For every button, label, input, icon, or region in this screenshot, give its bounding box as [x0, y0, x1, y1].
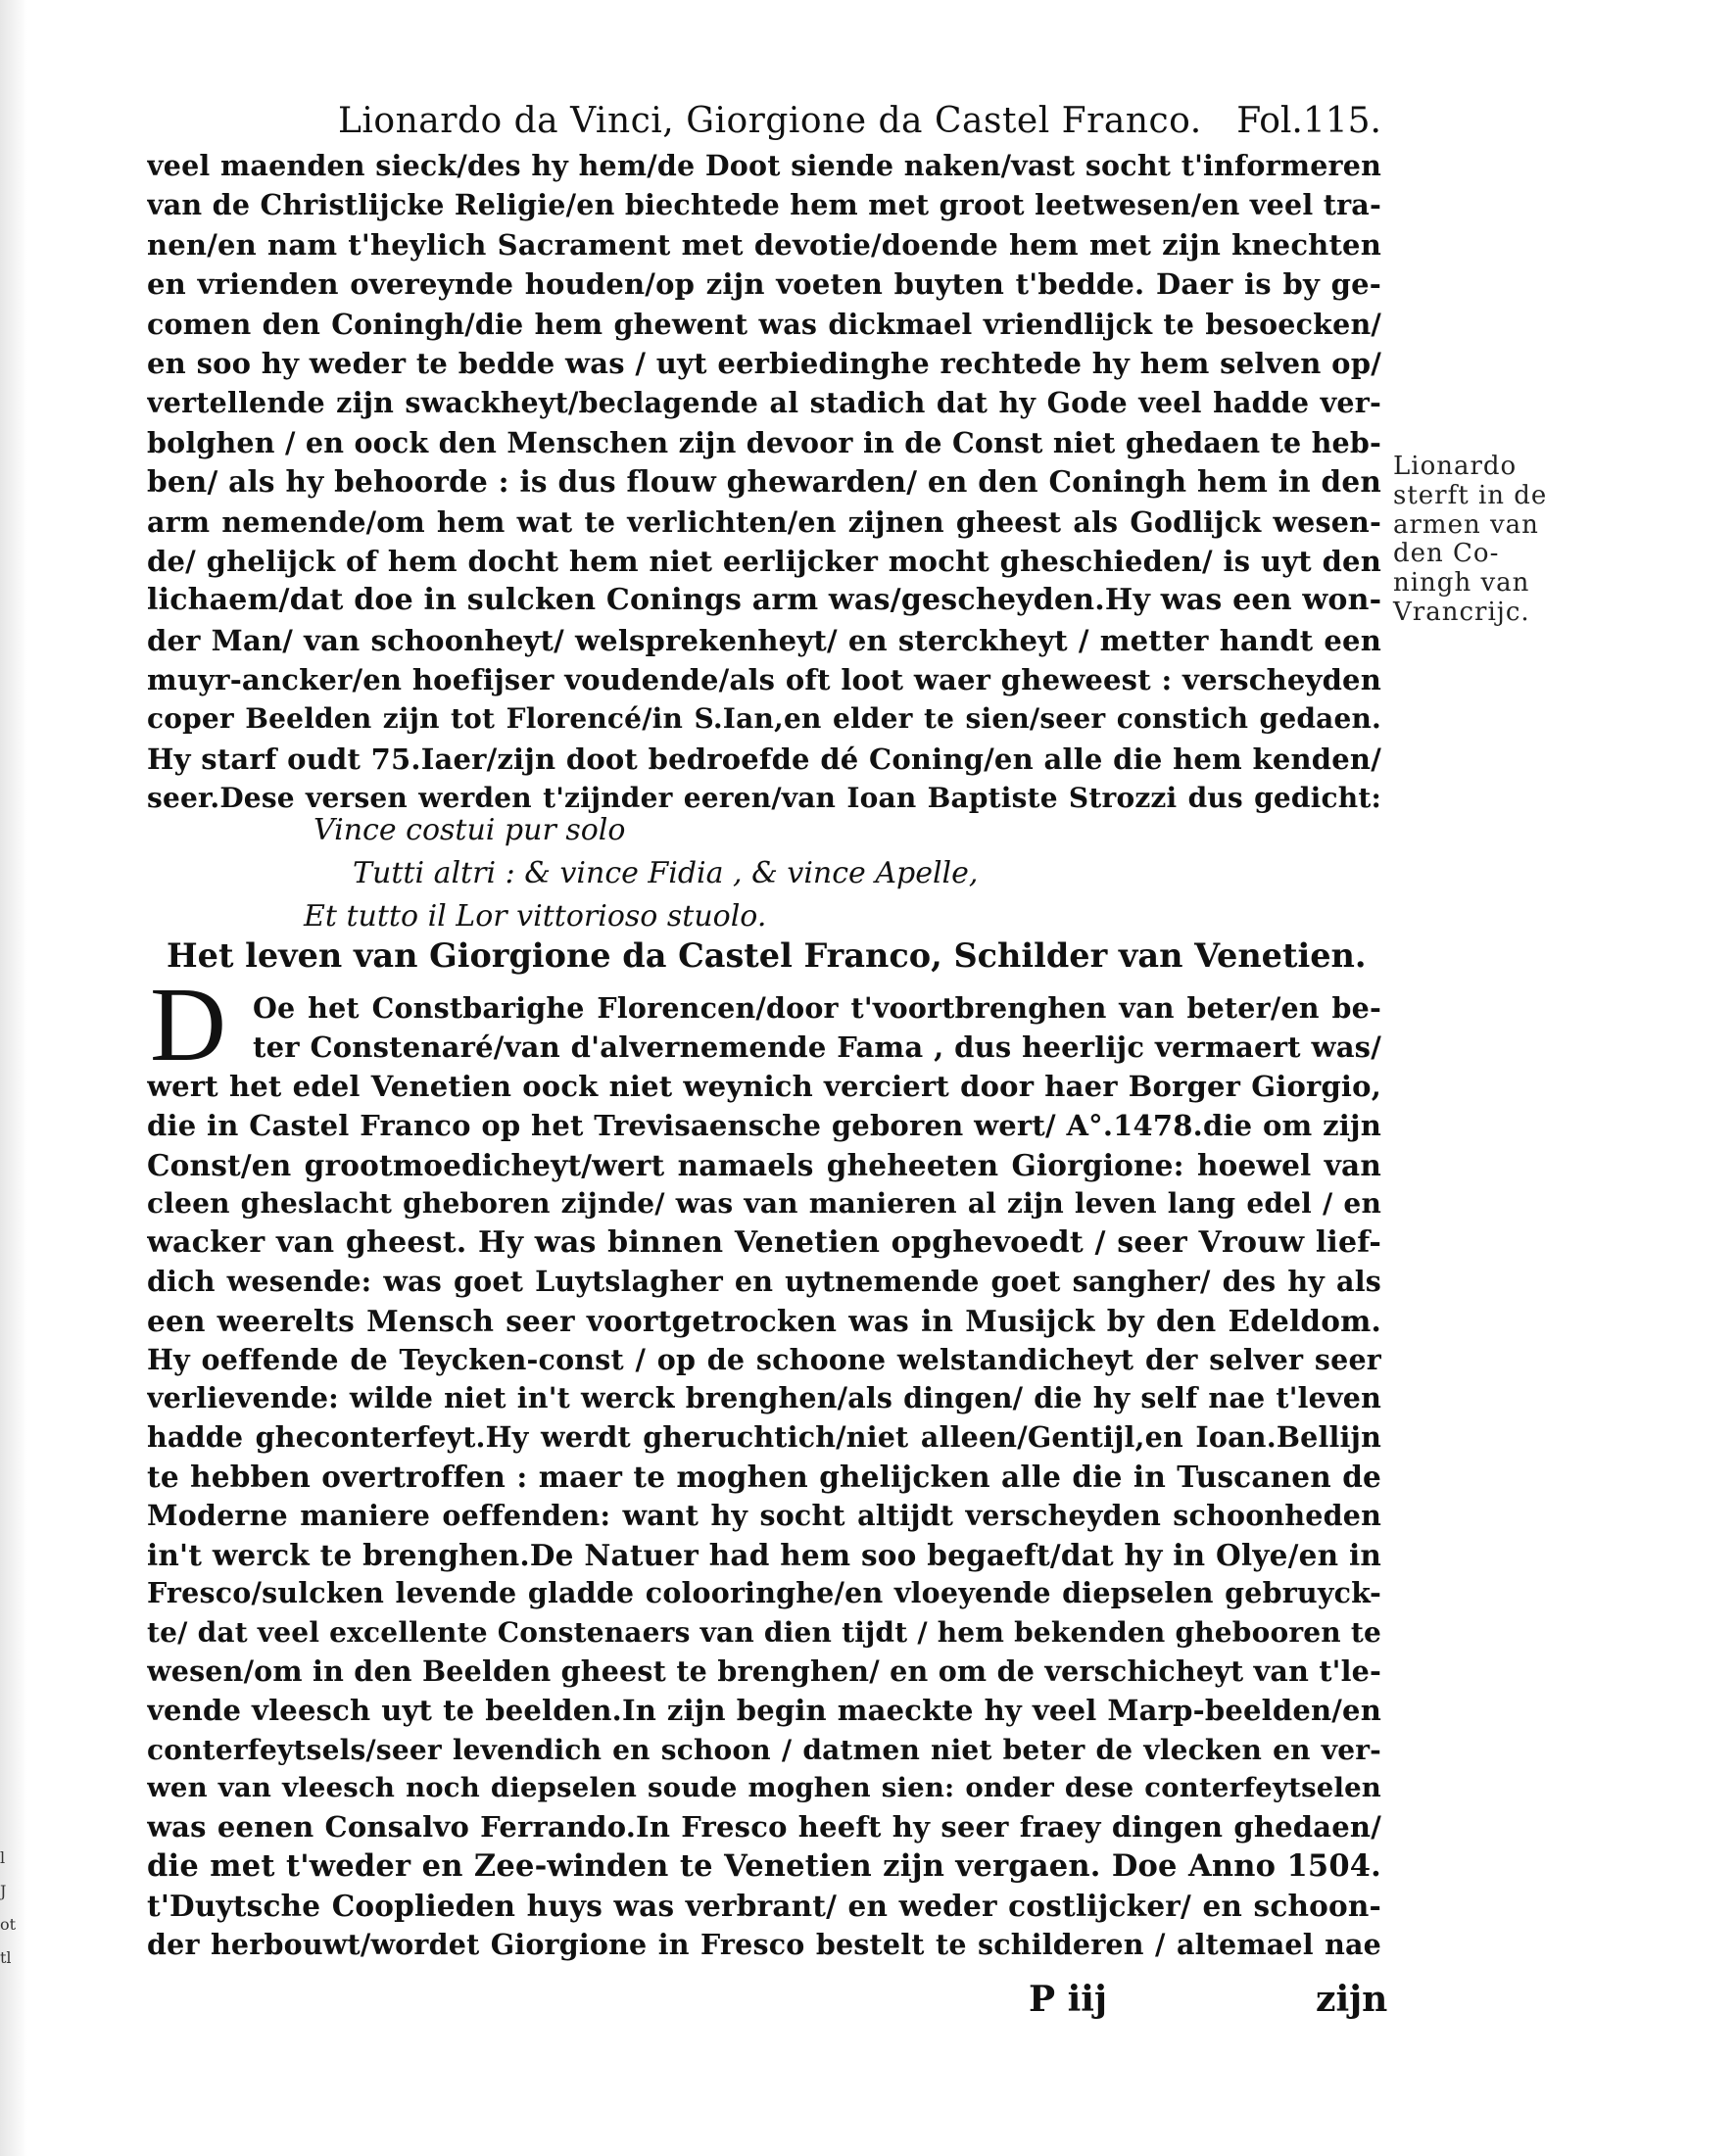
margin-fragment: J — [0, 1882, 7, 1900]
margin-note-line: ningh van — [1393, 568, 1530, 599]
drop-cap: D — [150, 967, 226, 1083]
margin-fragment: tl — [0, 1948, 12, 1967]
margin-fragment: l — [0, 1848, 6, 1867]
text-line: verlievende: wilde niet in't werck brenghen/als dingen/ die hy self nae t'leven — [147, 1381, 1381, 1415]
text-block-lionardo — [147, 146, 1381, 819]
text-line: een weerelts Mensch seer voortgetrocken was in Musijck by den Edeldom. — [147, 1303, 1381, 1338]
text-block-giorgione-intro — [253, 989, 1381, 1068]
text-line: t'Duytsche Cooplieden huys was verbrant/ en weder costlijcker/ en schoon- — [147, 1888, 1381, 1923]
text-line: te hebben overtroffen : maer te moghen ghelijcken alle die in Tuscanen de — [147, 1459, 1381, 1494]
text-line: vende vleesch uyt te beelden.In zijn begin maeckte hy veel Marp-beelden/en — [147, 1693, 1381, 1727]
text-line: was eenen Consalvo Ferrando.In Fresco heeft hy seer fraey dingen ghedaen/ — [147, 1810, 1381, 1845]
margin-note-line: Lionardo — [1393, 452, 1518, 481]
text-line: Moderne maniere oeffenden: want hy socht altijdt verscheyden schoonheden — [147, 1498, 1381, 1532]
folio-number: Fol.115. — [1236, 101, 1381, 141]
text-line: coper Beelden zijn tot Florencé/in S.Ian,en elder te sien/seer constich gedaen. — [147, 702, 1381, 736]
text-line: van de Christlijcke Religie/en biechtede hem met groot leetwesen/en veel tra- — [147, 188, 1381, 222]
text-line: Const/en grootmoedicheyt/wert namaels gheheeten Giorgione: hoewel van — [147, 1147, 1381, 1182]
verse-line: Et tutto il Lor vittorioso stuolo. — [304, 899, 767, 934]
text-line: de/ ghelijck of hem docht hem niet eerlijcker mocht gheschieden/ is uyt den — [147, 544, 1381, 578]
margin-note-line: Vrancrijc. — [1393, 597, 1530, 627]
text-line: ter Constenaré/van d'alvernemende Fama , dus heerlijc vermaert was/ — [253, 1030, 1381, 1064]
text-line: seer.Dese versen werden t'zijnder eeren/van Ioan Baptiste Strozzi dus gedicht: — [147, 782, 1381, 815]
text-line: lichaem/dat doe in sulcken Conings arm was/gescheyden.Hy was een won- — [147, 583, 1381, 618]
text-line: te/ dat veel excellente Constenaers van dien tijdt / hem bekenden ghebooren te — [147, 1616, 1381, 1650]
text-line: veel maenden sieck/des hy hem/de Doot siende naken/vast socht t'informeren — [147, 149, 1381, 182]
section-heading: Het leven van Giorgione da Castel Franco, Schilder van Venetien. — [167, 936, 1367, 975]
verse-line: Tutti altri : & vince Fidia , & vince Apelle, — [353, 856, 979, 890]
text-line: cleen gheslacht gheboren zijnde/ was van manieren al zijn leven lang edel / en — [147, 1187, 1381, 1221]
running-title: Lionardo da Vinci, Giorgione da Castel Franco. — [338, 101, 1202, 141]
page-header — [147, 101, 1381, 148]
text-line: wen van vleesch noch diepselen soude moghen sien: onder dese conterfeytselen — [147, 1772, 1381, 1804]
text-line: en vrienden overeynde houden/op zijn voeten buyten t'bedde. Daer is by ge- — [147, 267, 1381, 302]
text-line: en soo hy weder te bedde was / uyt eerbiedinghe rechtede hy hem selven op/ — [147, 346, 1381, 380]
text-line: dich wesende: was goet Luytslagher en uytnemende goet sangher/ des hy als — [147, 1264, 1381, 1298]
margin-fragment: ot — [0, 1915, 17, 1934]
page-edge-shadow — [0, 0, 27, 2156]
text-line: wert het edel Venetien oock niet weynich verciert door haer Borger Giorgio, — [147, 1070, 1381, 1103]
text-line: conterfeytsels/seer levendich en schoon / datmen niet beter de vlecken en ver- — [147, 1733, 1381, 1766]
text-block-giorgione — [147, 1068, 1381, 1964]
text-line: bolghen / en oock den Menschen zijn devoor in de Const niet ghedaen te heb- — [147, 425, 1381, 459]
text-line: Fresco/sulcken levende gladde colooringhe/en vloeyende diepselen gebruyck- — [147, 1576, 1381, 1610]
margin-fragments — [0, 1842, 17, 1975]
text-line: muyr-ancker/en hoefijser voudende/als oft loot waer gheweest : verscheyden — [147, 663, 1381, 697]
margin-note-line: den Co- — [1393, 539, 1500, 569]
text-line: vertellende zijn swackheyt/beclagende al stadich dat hy Gode veel hadde ver- — [147, 386, 1381, 420]
text-line: ben/ als hy behoorde : is dus flouw ghewarden/ en den Coningh hem in den — [147, 464, 1381, 500]
text-line: hadde gheconterfeyt.Hy werdt gheruchtich/niet alleen/Gentijl,en Ioan.Bellijn — [147, 1420, 1381, 1455]
text-line: Oe het Constbarighe Florencen/door t'voortbrenghen van beter/en be- — [253, 991, 1381, 1025]
text-line: arm nemende/om hem wat te verlichten/en zijnen gheest als Godlijck wesen- — [147, 504, 1381, 539]
text-line: der herbouwt/wordet Giorgione in Fresco bestelt te schilderen / altemael nae — [147, 1927, 1381, 1961]
text-line: wesen/om in den Beelden gheest te brenghen/ en om de verschicheyt van t'le- — [147, 1653, 1381, 1688]
margin-note-line: armen van — [1393, 509, 1539, 540]
margin-note — [1393, 453, 1550, 628]
signature-mark: P iij — [1029, 1979, 1107, 2020]
text-line: nen/en nam t'heylich Sacrament met devotie/doende hem met zijn knechten — [147, 227, 1381, 262]
margin-note-line: sterft in de — [1393, 480, 1548, 510]
text-line: die in Castel Franco op het Trevisaensche geboren wert/ A°.1478.die om zijn — [147, 1108, 1381, 1142]
text-line: Hy oeffende de Teycken-const / op de schoone welstandicheyt der selver seer — [147, 1342, 1381, 1376]
text-line: der Man/ van schoonheyt/ welsprekenheyt/ en sterckheyt / metter handt een — [147, 623, 1381, 657]
text-line: die met t'weder en Zee-winden te Venetien zijn vergaen. Doe Anno 1504. — [147, 1847, 1381, 1884]
text-line: comen den Coningh/die hem ghewent was dickmael vriendlijck te besoecken/ — [147, 307, 1381, 341]
verse-line: Vince costui pur solo — [313, 813, 626, 847]
text-line: wacker van gheest. Hy was binnen Venetien opghevoedt / seer Vrouw lief- — [147, 1225, 1381, 1261]
catchword: zijn — [1316, 1979, 1388, 2020]
text-line: Hy starf oudt 75.Iaer/zijn doot bedroefde dé Coning/en alle die hem kenden/ — [147, 742, 1381, 776]
text-line: in't werck te brenghen.De Natuer had hem soo begaeft/dat hy in Olye/en in — [147, 1537, 1381, 1572]
